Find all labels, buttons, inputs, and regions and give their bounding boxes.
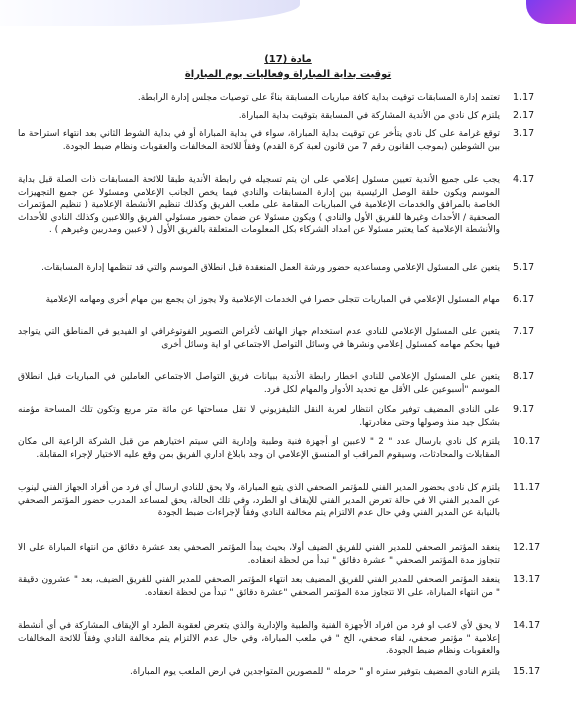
clause-number: 12.17 xyxy=(513,542,541,553)
clause-number: 1.17 xyxy=(513,92,535,103)
clause-text: يلتزم كل نادي بارسال عدد " 2 " لاعبين او أجهزة فنية وطبية وإدارية التي سيتم اختيارهم من قبل الشركة الراعية الى مكان المقابلات والمحادثات، وسيقوم المراقب او المنسق الإعلامي ان وجد بابلاغ اداري الفريق بمن وقع عليه الاختيار لإجراء المقابلة. xyxy=(18,437,500,460)
clause-text: يجب على جميع الأندية تعيين مسئول إعلامي على ان يتم تسجيله في رابطة الأندية طبقا للائحة المسابقات ذات الصلة قبل بداية الموسم ويكون حلقة الوصل الرئيسية بين إدارة المسابقات والنادي فيما يخص الجانب الإعلامي ومسئولا عن جميع التجهيزات الخاصة بالمرافق والخدمات الإعلامية في المباريات المقامة على ملعب الفريق وكذلك تنظيم الأنشطة الإعلامية ( تنظيم المؤتمرات الصحفية / الأحداث وغيرها للفريق الأول والنادي ) ويكون مسئولا عن ضمان حضور مسئولي الفريق واللاعبين وكذلك النادي للأحداث والأنشطة الإعلامية كما يعتبر مسئولا عن امداد الشركاء بكل المعلومات المتعلقة بالفريق الأول ( لاعبين ومدربين وغيرهم ) . xyxy=(18,175,500,236)
clause-number: 9.17 xyxy=(513,404,535,415)
clause-number: 8.17 xyxy=(513,371,535,382)
clause-text: يلتزم كل نادي من الأندية المشاركة في المسابقة بتوقيت بداية المباراة. xyxy=(238,111,500,121)
clause-text: على النادي المضيف توفير مكان انتظار لعربة النقل التليفزيوني لا تقل مساحتها عن مائة متر مربع وتكون تلك المساحة مؤمنه بشكل جيد منذ وصولها وحتى مغادرتها. xyxy=(18,405,500,428)
decorative-header-arc xyxy=(0,0,300,26)
clause-number: 13.17 xyxy=(513,574,541,585)
clause-text: ينعقد المؤتمر الصحفي للمدير الفني للفريق المضيف بعد انتهاء المؤتمر الصحفي للمدير الفني للفريق الضيف، بعد " عشرون دقيقة " من انتهاء المباراة، على الا تتجاوز مدة المؤتمر الصحفي "عشرة دقائق " تبدأ من لحظة انعقاده. xyxy=(18,575,500,598)
clause-text: لا يحق لأي لاعب او فرد من افراد الأجهزة الفنية والطبية والإدارية والذي يتعرض لعقوبة الطرد او الإيقاف المشاركة في أي أنشطة إعلامية " مؤتمر صحفي، لقاء صحفي، الخ " في ملعب المباراة، وفي حال عدم الالتزام يتم مخالفة النادي وفقاً للائحة المخالفات والعقوبات ونظام ضبط الجودة. xyxy=(18,621,500,657)
clause-number: 3.17 xyxy=(513,128,535,139)
article-number: مادة (17) xyxy=(264,54,312,65)
clause-number: 5.17 xyxy=(513,262,535,273)
clause-text: تعتمد إدارة المسابقات توقيت بداية كافة مباريات المسابقة بناءً على توصيات مجلس إدارة الرابطة. xyxy=(137,93,500,103)
clause-number: 6.17 xyxy=(513,294,535,305)
clause-number: 4.17 xyxy=(513,174,535,185)
clause-number: 2.17 xyxy=(513,110,535,121)
clause-number: 15.17 xyxy=(513,666,541,677)
clause-text: ينعقد المؤتمر الصحفي للمدير الفني للفريق الضيف أولا، بحيث يبدأ المؤتمر الصحفي بعد عشرة دقائق من انتهاء المباراة على الا تتجاوز مدة المؤتمر الصحفي " عشرة دقائق " تبدأ من لحظة انعقاده. xyxy=(18,543,500,566)
clause-number: 11.17 xyxy=(513,482,541,493)
article-subtitle: توقيت بداية المباراة وفعاليات يوم المباراة xyxy=(184,69,392,80)
clause-number: 7.17 xyxy=(513,326,535,337)
clause-text: يلتزم النادي المضيف بتوفير ستره او " حرمله " للمصورين المتواجدين في ارض الملعب يوم المباراة. xyxy=(130,667,500,677)
clause-text: يتعين على المسئول الإعلامي للنادي اخطار رابطة الأندية ببيانات فريق التواصل الاجتماعي العاملين في المباريات قبل انطلاق الموسم "أسبوعين على الأقل مع تحديد الأدوار والمهام لكل فرد. xyxy=(18,372,500,395)
clause-text: توقع غرامة على كل نادي يتأخر عن توقيت بداية المباراة، سواء في بداية المباراة أو في بداية الشوط الثاني بعد انتهاء استراحة ما بين الشوطين (بموجب القانون رقم 7 من قانون لعبة كرة القدم) وفقاً للائحة المخالفات والعقوبات ونظام ضبط الجودة. xyxy=(18,129,500,152)
corner-logo-mark xyxy=(526,0,576,24)
clause-text: يتعين على المسئول الإعلامي ومساعديه حضور ورشة العمل المنعقدة قبل انطلاق الموسم والتي قد تنظمها إدارة المسابقات. xyxy=(41,263,500,273)
clause-text: يلتزم كل نادى بحضور المدير الفني للمؤتمر الصحفي الذي يتبع المباراة، ولا يحق للنادي ارسال أي فرد من أفراد الجهاز الفني لينوب عن المدير الفني الا في حالة تعرض المدير الفني للإيقاف او الطرد، وفي تلك الحالة، يحق لمساعد المدرب حضور المؤتمر الصحفي بالنيابة عن المدير الفني وفي حال عدم الالتزام يتم مخالفة النادي وفقاً لإجراءات ضبط الجودة xyxy=(18,483,500,519)
clause-text: مهام المسئول الإعلامي في المباريات تتجلى حصرا في الخدمات الإعلامية ولا يجوز ان يجمع بين مهام أخرى ومهامه الإعلامية xyxy=(45,295,500,305)
clause-number: 10.17 xyxy=(513,436,541,447)
clause-number: 14.17 xyxy=(513,620,541,631)
clause-text: يتعين على المسئول الإعلامي للنادي عدم استخدام جهاز الهاتف لأغراض التصوير الفوتوغرافي او الفيديو في المناطق التي يتواجد فيها بحكم مهامه كمسئول إعلامي ونشرها في وسائل التواصل الاجتماعي او اية وسائل أخرى xyxy=(18,327,500,350)
